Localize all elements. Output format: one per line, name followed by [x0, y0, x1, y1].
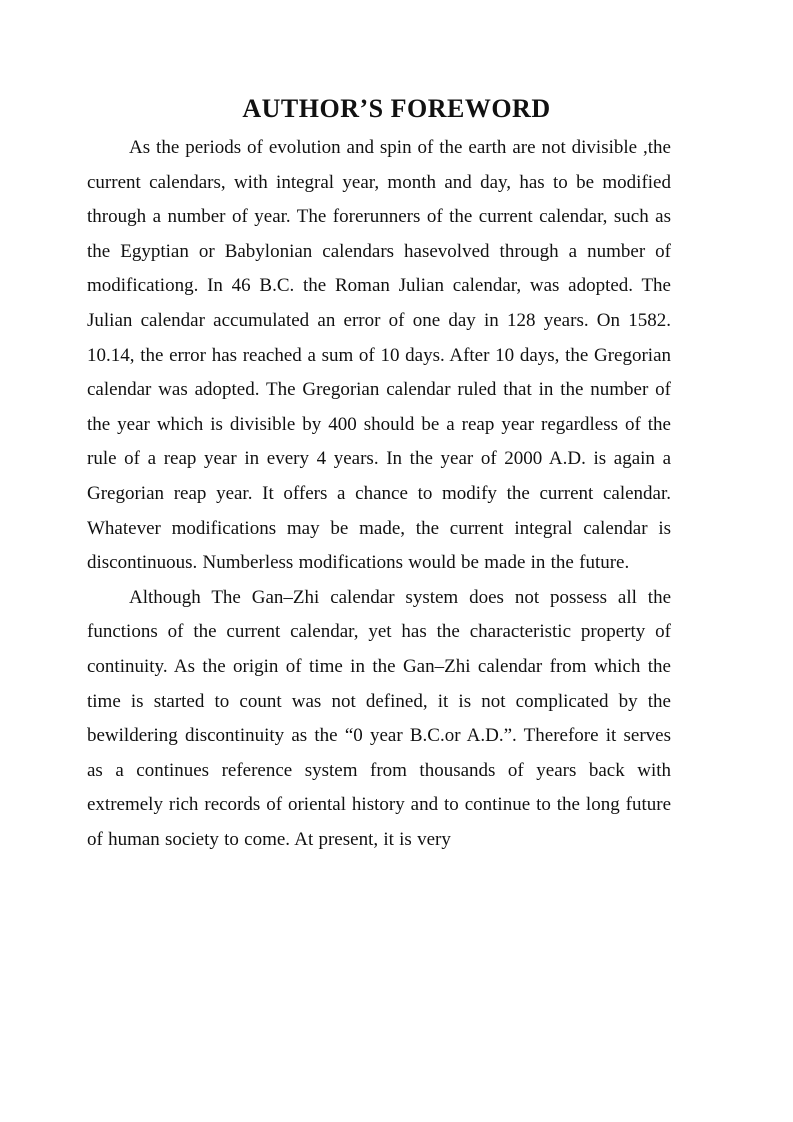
paragraph-calendar-history: As the periods of evolution and spin of the earth are not divisible ,the current calendars, with integral year, month and day, has to be modified through a number of year. The forerunners of the current calendar, such as the Egyptian or Babylonian calendars hasevolved through a number of modificationg. In 46 B.C. the Roman Julian calendar, was adopted. The Julian calendar accumulated an error of one day in 128 years. On 1582. 10.14, the error has reached a sum of 10 days. After 10 days, the Gregorian calendar was adopted. The Gregorian calendar ruled that in the number of the year which is divisible by 400 should be a reap year regardless of the rule of a reap year in every 4 years. In the year of 2000 A.D. is again a Gregorian reap year. It offers a chance to modify the current calendar. Whatever modifications may be made, the current integral calendar is discontinuous. Numberless modifications would be made in the future.: [87, 137, 671, 574]
paragraph-gan-zhi-calendar: Although The Gan–Zhi calendar system does not possess all the functions of the current calendar, yet has the characteristic property of continuity. As the origin of time in the Gan–Zhi calendar from which the time is started to count was not defined, it is not complicated by the bewildering discontinuity as the “0 year B.C.or A.D.”. Therefore it serves as a continues reference system from thousands of years back with extremely rich records of oriental history and to continue to the long future of human society to come. At present, it is very: [87, 586, 671, 850]
page-title: AUTHOR’S FOREWORD: [242, 94, 551, 123]
foreword-body: [87, 131, 671, 857]
